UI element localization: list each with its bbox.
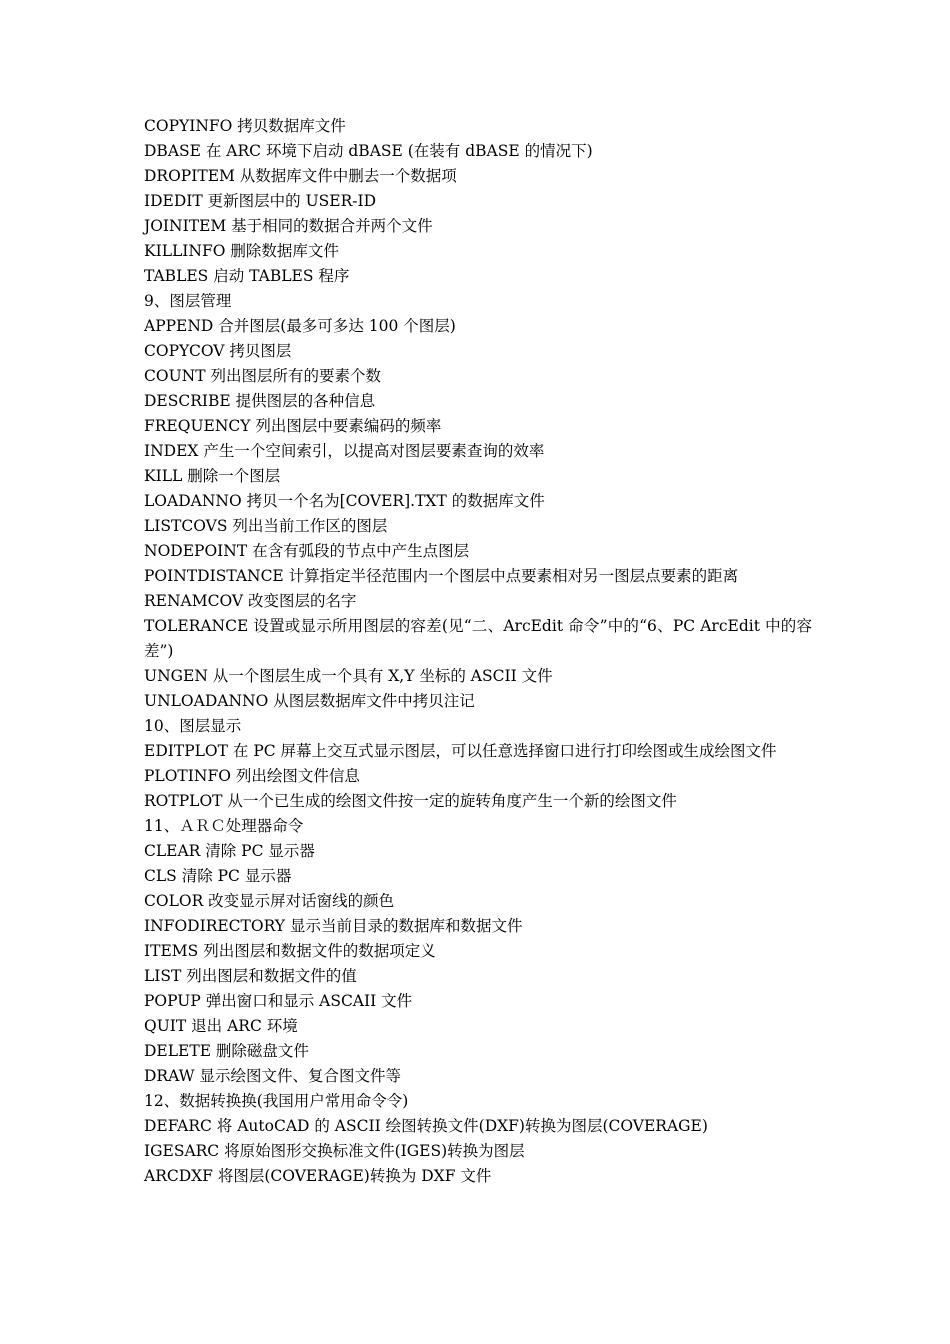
text-line-copyinfo: COPYINFO 拷贝数据库文件 [144, 117, 346, 135]
text-line-index: INDEX 产生一个空间索引，以提高对图层要素查询的效率 [144, 442, 545, 460]
text-line-color: COLOR 改变显示屏对话窗线的颜色 [144, 892, 395, 910]
text-line-clear: CLEAR 清除 PC 显示器 [144, 842, 315, 860]
text-line-renamcov: RENAMCOV 改变图层的名字 [144, 592, 357, 610]
text-line-defarc: DEFARC 将 AutoCAD 的 ASCII 绘图转换文件(DXF)转换为图层(COVERAGE) [144, 1117, 708, 1135]
text-line-quit: QUIT 退出 ARC 环境 [144, 1017, 298, 1035]
text-line-copycov: COPYCOV 拷贝图层 [144, 342, 292, 360]
text-line-infodirectory: INFODIRECTORY 显示当前目录的数据库和数据文件 [144, 917, 523, 935]
document-body [144, 114, 812, 1189]
text-line-killinfo: KILLINFO 删除数据库文件 [144, 242, 339, 260]
text-line-popup: POPUP 弹出窗口和显示 ASCAII 文件 [144, 992, 413, 1010]
section-heading-data-conversion: 12、数据转换换(我国用户常用命令令) [144, 1092, 409, 1110]
text-line-editplot: EDITPLOT 在 PC 屏幕上交互式显示图层，可以任意选择窗口进行打印绘图或生成绘图文件 [144, 742, 777, 760]
text-line-idedit: IDEDIT 更新图层中的 USER-ID [144, 192, 377, 210]
text-line-delete: DELETE 删除磁盘文件 [144, 1042, 309, 1060]
text-line-append: APPEND 合并图层(最多可多达 100 个图层) [144, 317, 456, 335]
text-line-items: ITEMS 列出图层和数据文件的数据项定义 [144, 942, 436, 960]
text-line-nodepoint: NODEPOINT 在含有弧段的节点中产生点图层 [144, 542, 470, 560]
text-line-describe: DESCRIBE 提供图层的各种信息 [144, 392, 376, 410]
text-line-frequency: FREQUENCY 列出图层中要素编码的频率 [144, 417, 442, 435]
text-line-dbase: DBASE 在 ARC 环境下启动 dBASE (在装有 dBASE 的情况下) [144, 142, 593, 160]
text-line-tables: TABLES 启动 TABLES 程序 [144, 267, 350, 285]
text-line-arcdxf: ARCDXF 将图层(COVERAGE)转换为 DXF 文件 [144, 1167, 492, 1185]
text-line-pointdistance: POINTDISTANCE 计算指定半径范围内一个图层中点要素相对另一图层点要素的距离 [144, 567, 739, 585]
text-line-ungen: UNGEN 从一个图层生成一个具有 X,Y 坐标的 ASCII 文件 [144, 667, 553, 685]
section-heading-layer-management: 9、图层管理 [144, 292, 232, 310]
text-line-plotinfo: PLOTINFO 列出绘图文件信息 [144, 767, 360, 785]
text-line-loadanno: LOADANNO 拷贝一个名为[COVER].TXT 的数据库文件 [144, 492, 545, 510]
text-line-count: COUNT 列出图层所有的要素个数 [144, 367, 381, 385]
text-line-tolerance: TOLERANCE 设置或显示所用图层的容差(见“二、ArcEdit 命令”中的“6、PC ArcEdit 中的容差”) [144, 617, 812, 660]
text-line-kill: KILL 删除一个图层 [144, 467, 281, 485]
text-line-cls: CLS 清除 PC 显示器 [144, 867, 292, 885]
text-line-igesarc: IGESARC 将原始图形交换标准文件(IGES)转换为图层 [144, 1142, 525, 1160]
section-heading-arc-processor: 11、ＡＲＣ处理器命令 [144, 817, 304, 835]
text-line-unloadanno: UNLOADANNO 从图层数据库文件中拷贝注记 [144, 692, 475, 710]
text-line-rotplot: ROTPLOT 从一个已生成的绘图文件按一定的旋转角度产生一个新的绘图文件 [144, 792, 677, 810]
text-line-draw: DRAW 显示绘图文件、复合图文件等 [144, 1067, 402, 1085]
section-heading-layer-display: 10、图层显示 [144, 717, 242, 735]
text-line-list: LIST 列出图层和数据文件的值 [144, 967, 357, 985]
text-line-joinitem: JOINITEM 基于相同的数据合并两个文件 [144, 217, 433, 235]
text-line-listcovs: LISTCOVS 列出当前工作区的图层 [144, 517, 388, 535]
text-line-dropitem: DROPITEM 从数据库文件中删去一个数据项 [144, 167, 457, 185]
